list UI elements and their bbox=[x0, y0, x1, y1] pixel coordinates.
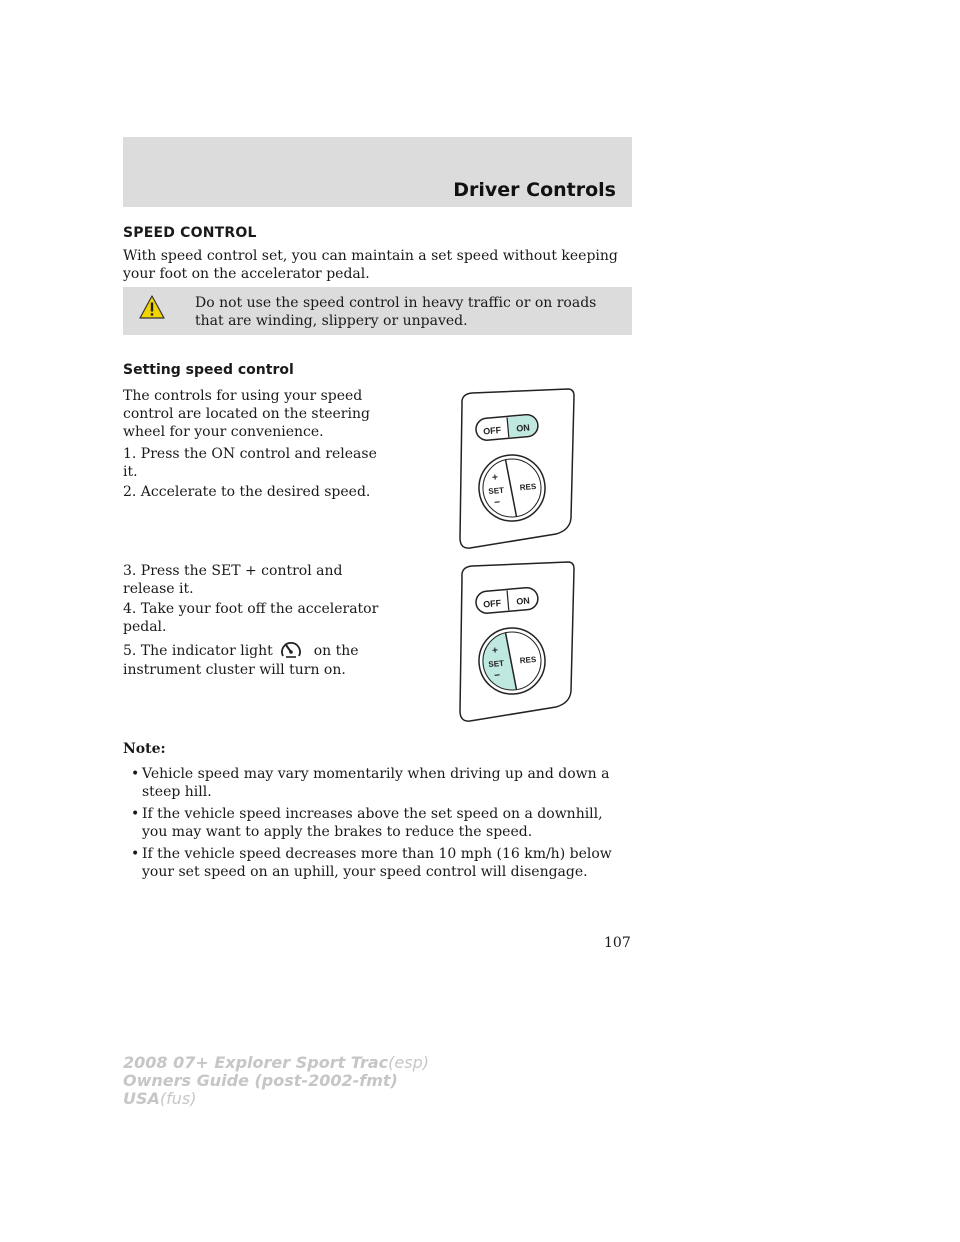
speed-control-indicator-icon bbox=[279, 639, 303, 661]
intro-paragraph: With speed control set, you can maintain a set speed without keeping your foot on the accelerator pedal. bbox=[123, 248, 618, 282]
bullet-dot: • bbox=[131, 806, 140, 822]
panel1-on-label: ON bbox=[515, 422, 531, 434]
section-title: Driver Controls bbox=[453, 179, 616, 201]
panel1-plus-label: + bbox=[491, 472, 499, 484]
step-5-text-end: on the bbox=[313, 643, 359, 659]
speed-control-panel-illustration-set bbox=[452, 561, 578, 723]
bullet-dot: • bbox=[131, 766, 140, 782]
note-bullet-3-text: If the vehicle speed decreases more than 10 mph (16 km/h) below your set speed on an uphill, your speed control will disengage. bbox=[142, 846, 612, 880]
panel1-res-label: RES bbox=[519, 481, 537, 493]
speed-control-panel-illustration-on bbox=[452, 388, 578, 550]
step-5-text-start: 5. The indicator light bbox=[123, 643, 273, 659]
panel2-res-label: RES bbox=[519, 654, 537, 666]
steps-intro: The controls for using your speed control are located on the steering wheel for your convenience. bbox=[123, 388, 370, 440]
footer-line3-bold: USA bbox=[123, 1089, 160, 1108]
note-label: Note: bbox=[123, 741, 166, 757]
warning-text: Do not use the speed control in heavy traffic or on roads that are winding, slippery or unpaved. bbox=[195, 295, 597, 329]
page-title: SPEED CONTROL bbox=[123, 225, 257, 241]
note-bullet-1 bbox=[123, 765, 632, 801]
warning-box bbox=[123, 287, 632, 335]
note-bullet-2-text: If the vehicle speed increases above the set speed on a downhill, you may want to apply the brakes to reduce the speed. bbox=[142, 806, 603, 840]
step-3: 3. Press the SET + control and release it. bbox=[123, 563, 343, 597]
subheading: Setting speed control bbox=[123, 362, 294, 378]
warning-triangle-icon bbox=[139, 295, 165, 319]
panel2-off-label: OFF bbox=[482, 597, 502, 610]
step-5 bbox=[123, 639, 388, 679]
note-bullet-2 bbox=[123, 805, 632, 841]
footer-line2-bold: Owners Guide (post-2002-fmt) bbox=[123, 1071, 398, 1090]
note-bullet-3 bbox=[123, 845, 632, 881]
panel1-set-label: SET bbox=[488, 485, 505, 497]
bullet-dot: • bbox=[131, 846, 140, 862]
footer-line1-bold: 2008 07+ Explorer Sport Trac bbox=[123, 1053, 389, 1072]
panel1-minus-label: − bbox=[493, 497, 501, 509]
footer-line3-rest: (fus) bbox=[159, 1089, 197, 1108]
page-number: 107 bbox=[604, 935, 631, 951]
panel2-on-label: ON bbox=[515, 595, 531, 607]
header-band bbox=[123, 137, 632, 207]
step-1: 1. Press the ON control and release it. bbox=[123, 446, 377, 480]
panel1-off-label: OFF bbox=[482, 424, 502, 437]
note-bullet-1-text: Vehicle speed may vary momentarily when driving up and down a steep hill. bbox=[142, 766, 610, 800]
panel2-set-label: SET bbox=[488, 658, 505, 670]
panel2-minus-label: − bbox=[493, 670, 501, 682]
footer bbox=[123, 1054, 429, 1108]
step-5-text-line2: instrument cluster will turn on. bbox=[123, 662, 346, 678]
panel2-plus-label: + bbox=[491, 645, 499, 657]
footer-line1-rest: (esp) bbox=[388, 1053, 429, 1072]
step-4: 4. Take your foot off the accelerator pedal. bbox=[123, 601, 379, 635]
step-2: 2. Accelerate to the desired speed. bbox=[123, 484, 371, 500]
